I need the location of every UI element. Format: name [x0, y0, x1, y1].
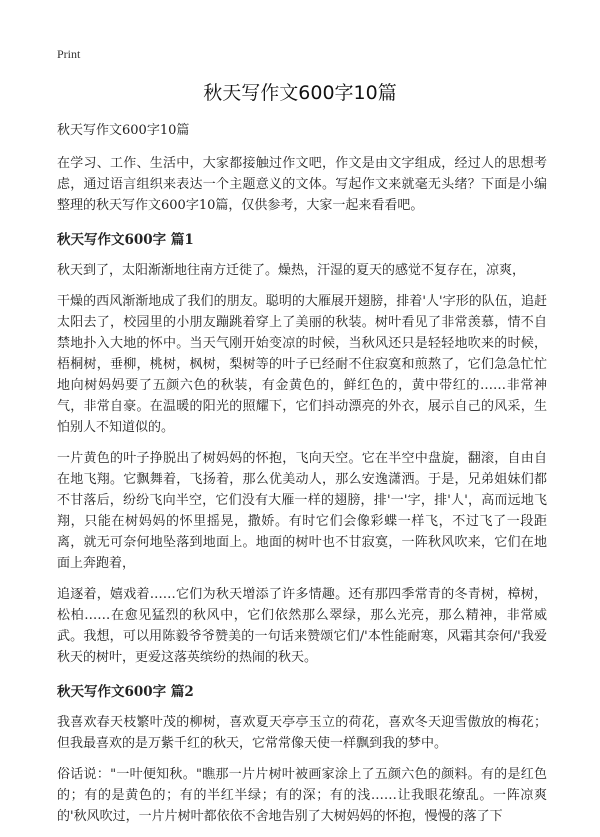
section-heading-1: 秋天写作文600字 篇1 — [57, 232, 194, 248]
section-2-paragraph-1: 我喜欢春天枝繁叶茂的柳树，喜欢夏天亭亭玉立的荷花，喜欢冬天迎雪傲放的梅花；但我最喜欢的是万紫千红的秋天，它常常像天使一样飘到我的梦中。 — [57, 715, 547, 751]
intro-paragraph: 在学习、工作、生活中，大家都接触过作文吧，作文是由文字组成，经过人的思想考虑，通过语言组织来表达一个主题意义的文体。写起作文来就毫无头绪？下面是小编整理的秋天写作文600字10篇，仅供参考，大家一起来看看吧。 — [57, 156, 547, 213]
print-label: Print — [57, 47, 81, 61]
document-title: 秋天写作文600字10篇 — [203, 82, 397, 104]
section-1-paragraph-1: 秋天到了，太阳渐渐地往南方迁徙了。燥热，汗湿的夏天的感觉不复存在，凉爽， — [57, 263, 526, 278]
section-2-paragraph-2: 俗话说："一叶便知秋。"瞧那一片片树叶被画家涂上了五颜六色的颜料。有的是红色的；有的是黄色的；有的半红半绿；有的深；有的浅……让我眼花缭乱。一阵凉爽的'秋风吹过，一片片树叶都依依不舍地告别了大树妈妈的怀抱，慢慢的落了下 — [57, 767, 547, 824]
document-subtitle: 秋天写作文600字10篇 — [57, 123, 190, 138]
section-1-paragraph-2: 干燥的西风渐渐地成了我们的朋友。聪明的大雁展开翅膀，排着'人'字形的队伍，追赶太阳去了，校园里的小朋友蹦跳着穿上了美丽的秋装。树叶看见了非常羡慕，情不自禁地扑入大地的怀中。当天气刚开始变凉的时候，当秋风还只是轻轻地吹来的时候，梧桐树，垂柳，桃树，枫树，梨树等的叶子已经耐不住寂寞和煎熬了，它们急急忙忙地向树妈妈要了五颜六色的秋装，有金黄色的，鲜红色的，黄中带红的……非常神气，非常自豪。在温暖的阳光的照耀下，它们抖动漂亮的外衣，展示自己的风采，生怕别人不知道似的。 — [57, 294, 547, 435]
section-heading-2: 秋天写作文600字 篇2 — [57, 684, 194, 700]
section-1-paragraph-4: 追逐着，嬉戏着……它们为秋天增添了许多情趣。还有那四季常青的冬青树，樟树，松柏……在愈见猛烈的秋风中，它们依然那么翠绿，那么光亮，那么精神，非常威武。我想，可以用陈毅爷爷赞美的一句话来赞颂它们/'本性能耐寒，风霜其奈何/'我爱秋天的树叶，更爱这落英缤纷的热闹的秋天。 — [57, 587, 547, 665]
document-body — [57, 120, 547, 837]
section-1-paragraph-3: 一片黄色的叶子挣脱出了树妈妈的怀抱，飞向天空。它在半空中盘旋，翻滚，自由自在地飞翔。它飘舞着，飞扬着，那么优美动人，那么安逸潇洒。于是，兄弟姐妹们都不甘落后，纷纷飞向半空，它们没有大雁一样的翅膀，排'一'字，排'人'，高而远地飞翔，只能在树妈妈的怀里摇晃，撒娇。有时它们会像彩蝶一样飞，不过飞了一段距离，就无可奈何地坠落到地面上。地面的树叶也不甘寂寞，一阵秋风吹来，它们在地面上奔跑着， — [57, 451, 547, 571]
